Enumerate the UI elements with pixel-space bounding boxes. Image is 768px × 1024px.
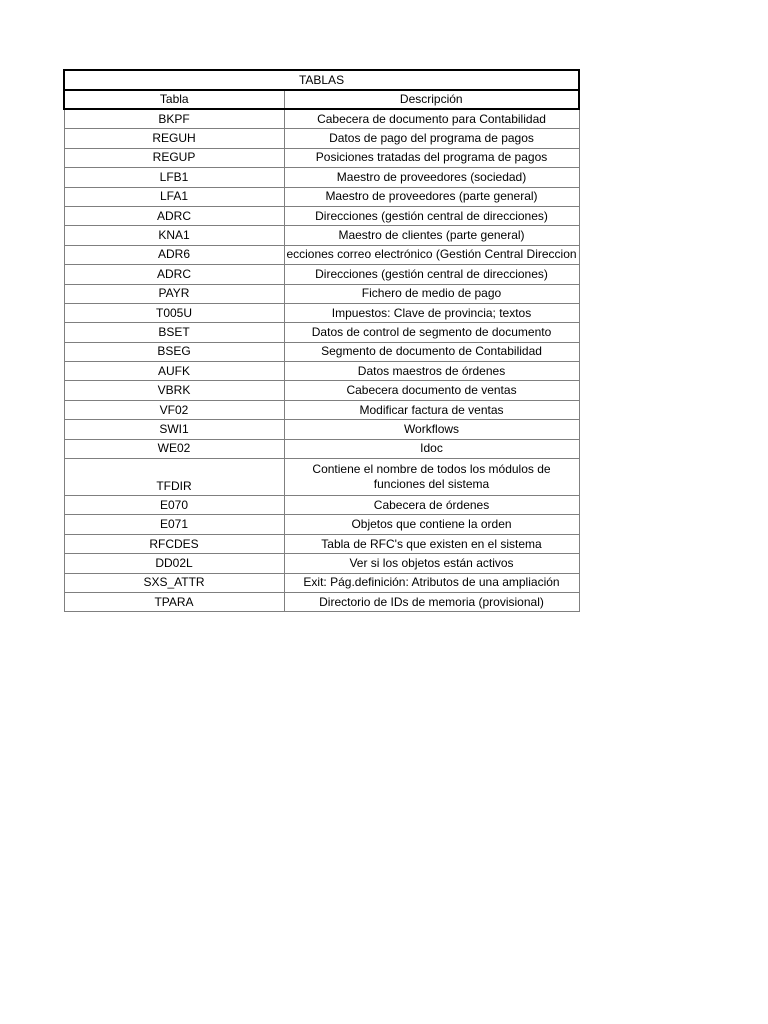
table-row — [64, 381, 579, 400]
table-code-cell: ADRC — [64, 206, 284, 225]
table-row — [64, 265, 579, 284]
table-row — [64, 400, 579, 419]
table-row — [64, 148, 579, 167]
table-row — [64, 342, 579, 361]
table-code-cell: BKPF — [64, 109, 284, 129]
table-code-cell: E071 — [64, 515, 284, 534]
table-description-cell: Segmento de documento de Contabilidad — [284, 342, 579, 361]
table-code-cell: RFCDES — [64, 534, 284, 553]
table-row — [64, 206, 579, 225]
table-row — [64, 496, 579, 515]
table-row — [64, 129, 579, 148]
table-row — [64, 168, 579, 187]
column-header-descripcion: Descripción — [284, 90, 579, 109]
table-row — [64, 187, 579, 206]
table-description-cell: Direcciones (gestión central de direcciones) — [284, 206, 579, 225]
table-description-cell: Workflows — [284, 420, 579, 439]
table-row — [64, 459, 579, 496]
table-code-cell: ADRC — [64, 265, 284, 284]
table-description-cell: Objetos que contiene la orden — [284, 515, 579, 534]
table-code-cell: PAYR — [64, 284, 284, 303]
column-header-tabla: Tabla — [64, 90, 284, 109]
table-row — [64, 554, 579, 573]
table-code-cell: SWI1 — [64, 420, 284, 439]
table-code-cell: T005U — [64, 303, 284, 322]
table-code-cell: SXS_ATTR — [64, 573, 284, 592]
table-description-cell: Ver si los objetos están activos — [284, 554, 579, 573]
table-code-cell: LFB1 — [64, 168, 284, 187]
table-code-cell: VBRK — [64, 381, 284, 400]
table-description-cell: Datos maestros de órdenes — [284, 362, 579, 381]
table-description-cell: Directorio de IDs de memoria (provisional) — [284, 592, 579, 611]
table-code-cell: E070 — [64, 496, 284, 515]
table-row — [64, 226, 579, 245]
table-code-cell: BSET — [64, 323, 284, 342]
table-description-cell: Exit: Pág.definición: Atributos de una ampliación — [284, 573, 579, 592]
table-description-cell: Modificar factura de ventas — [284, 400, 579, 419]
table-code-cell: DD02L — [64, 554, 284, 573]
table-row — [64, 362, 579, 381]
table-description-cell: Maestro de proveedores (parte general) — [284, 187, 579, 206]
table-row — [64, 592, 579, 611]
table-code-cell: VF02 — [64, 400, 284, 419]
table-code-cell: TPARA — [64, 592, 284, 611]
table-code-cell: AUFK — [64, 362, 284, 381]
header-row — [64, 90, 579, 109]
table-description-cell: ecciones correo electrónico (Gestión Central Direccion — [284, 245, 579, 264]
table-code-cell: TFDIR — [64, 459, 284, 496]
table-description-cell: Maestro de proveedores (sociedad) — [284, 168, 579, 187]
table-row — [64, 303, 579, 322]
table-code-cell: KNA1 — [64, 226, 284, 245]
tables-sheet — [63, 69, 580, 612]
table-row — [64, 245, 579, 264]
table-code-cell: REGUH — [64, 129, 284, 148]
table-description-cell: Datos de control de segmento de documento — [284, 323, 579, 342]
table-code-cell: ADR6 — [64, 245, 284, 264]
table-description-cell: Direcciones (gestión central de direcciones) — [284, 265, 579, 284]
table-code-cell: REGUP — [64, 148, 284, 167]
table-description-cell: Tabla de RFC's que existen en el sistema — [284, 534, 579, 553]
table-code-cell: LFA1 — [64, 187, 284, 206]
table-row — [64, 534, 579, 553]
table-code-cell: BSEG — [64, 342, 284, 361]
table-description-cell: Maestro de clientes (parte general) — [284, 226, 579, 245]
sheet-title: TABLAS — [64, 70, 579, 90]
title-row — [64, 70, 579, 90]
table-row — [64, 420, 579, 439]
table-row — [64, 573, 579, 592]
table-description-cell: Idoc — [284, 439, 579, 458]
table-code-cell: WE02 — [64, 439, 284, 458]
table-row — [64, 439, 579, 458]
table-row — [64, 515, 579, 534]
table-row — [64, 323, 579, 342]
table-row — [64, 109, 579, 129]
table-description-cell: Cabecera de órdenes — [284, 496, 579, 515]
table-row — [64, 284, 579, 303]
table-description-cell: Contiene el nombre de todos los módulos de funciones del sistema — [284, 459, 579, 496]
table-description-cell: Cabecera documento de ventas — [284, 381, 579, 400]
table-description-cell: Datos de pago del programa de pagos — [284, 129, 579, 148]
table-description-cell: Fichero de medio de pago — [284, 284, 579, 303]
table-description-cell: Posiciones tratadas del programa de pagos — [284, 148, 579, 167]
table-description-cell: Cabecera de documento para Contabilidad — [284, 109, 579, 129]
table-description-cell: Impuestos: Clave de provincia; textos — [284, 303, 579, 322]
